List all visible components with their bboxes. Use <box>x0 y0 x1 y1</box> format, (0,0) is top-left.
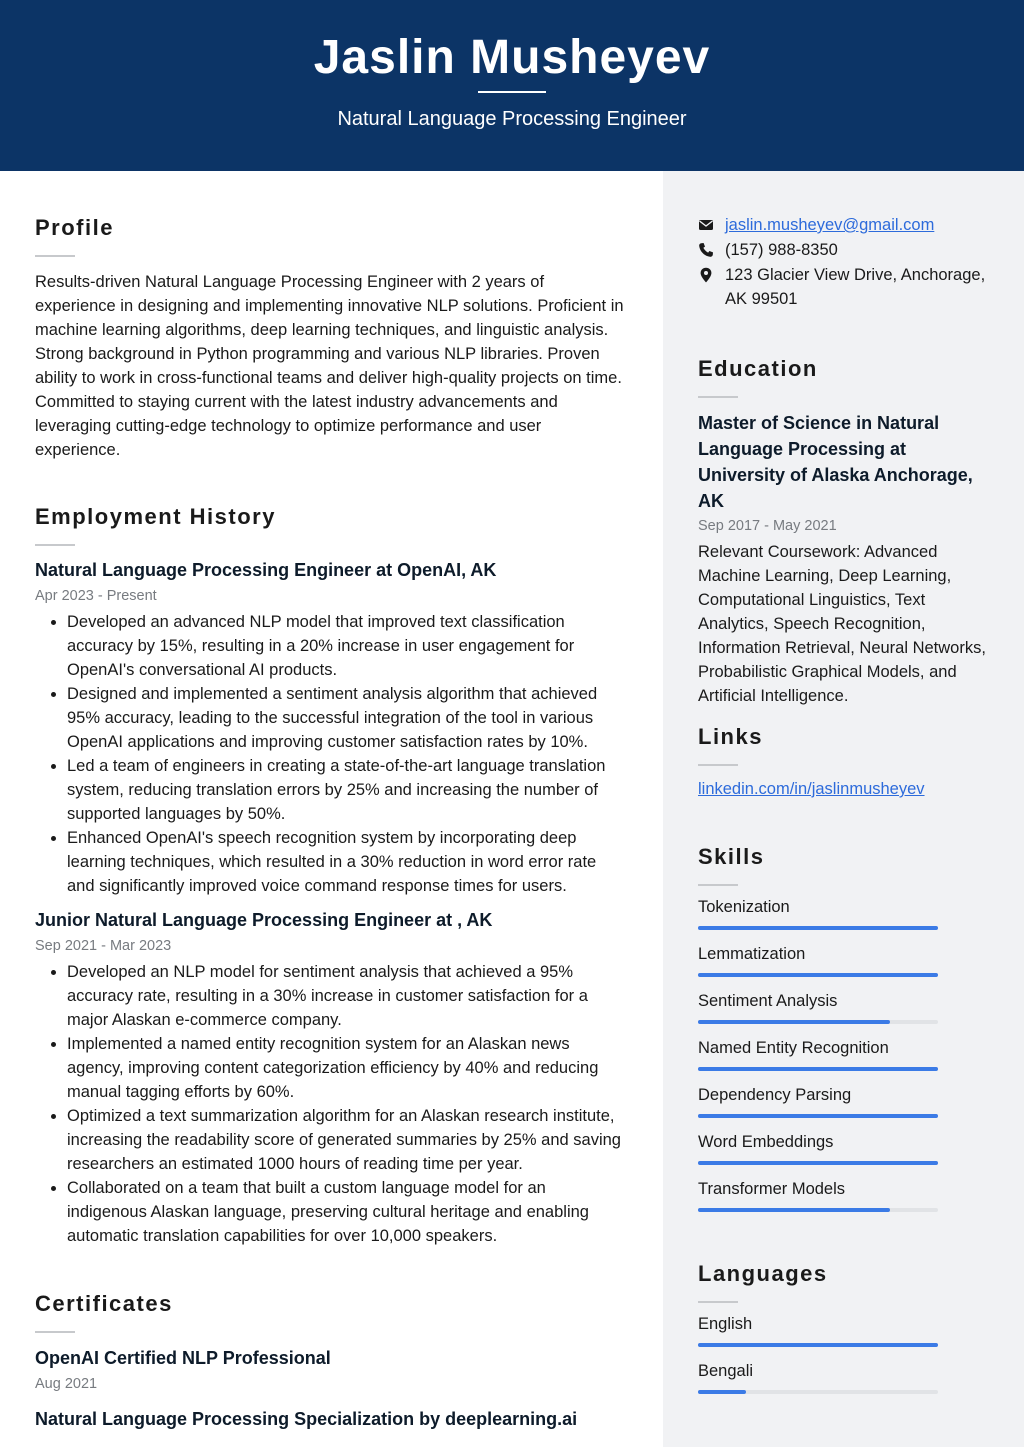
skill-name: Dependency Parsing <box>698 1086 852 1104</box>
skills-heading-rule <box>698 884 738 886</box>
certificates-section <box>35 1289 625 1431</box>
linkedin-link[interactable]: linkedin.com/in/jaslinmusheyev <box>698 780 925 798</box>
degree-title: Master of Science in Natural Language Processing at University of Alaska Anchorage, AK <box>698 413 973 511</box>
skill-name: Lemmatization <box>698 945 806 963</box>
employment-section <box>35 502 625 1248</box>
job-bullet: Enhanced OpenAI's speech recognition system by incorporating deep learning techniques, which resulted in a 30% reduction in word error rate and significantly improved voice command response times for users. <box>35 826 625 898</box>
languages-section <box>698 1259 998 1407</box>
links-heading: Links <box>698 724 763 749</box>
contact-email <box>698 213 998 237</box>
languages-heading-rule <box>698 1301 738 1303</box>
job-bullet: Developed an advanced NLP model that improved text classification accuracy by 15%, resulting in a 20% increase in user engagement for OpenAI's conversational AI products. <box>35 610 625 682</box>
skill-bar-fill <box>698 1020 890 1024</box>
education-date: Sep 2017 - May 2021 <box>698 518 837 534</box>
skill-item <box>698 896 998 943</box>
certificates-heading: Certificates <box>35 1291 173 1316</box>
links-heading-rule <box>698 764 738 766</box>
address-text: 123 Glacier View Drive, Anchorage, AK 99501 <box>725 266 986 308</box>
certificate-title: OpenAI Certified NLP Professional <box>35 1348 331 1368</box>
language-bar-track <box>698 1390 938 1394</box>
envelope-icon <box>698 217 714 233</box>
certificate-entry <box>35 1346 625 1394</box>
resume-header <box>0 0 1024 171</box>
job-bullet: Collaborated on a team that built a custom language model for an indigenous Alaskan language, preserving cultural heritage and enabling automatic translation capabilities for over 10,000 speakers. <box>35 1176 625 1248</box>
skill-bar-track <box>698 1067 938 1071</box>
language-bar-fill <box>698 1390 746 1394</box>
skill-item <box>698 1084 998 1131</box>
certificate-date: Aug 2021 <box>35 1376 98 1392</box>
job-bullet: Developed an NLP model for sentiment analysis that achieved a 95% accuracy rate, resulting in a 30% increase in customer satisfaction for a major Alaskan e-commerce company. <box>35 960 625 1032</box>
profile-section <box>35 213 625 462</box>
skill-name: Named Entity Recognition <box>698 1039 889 1057</box>
education-section <box>698 354 998 708</box>
skill-bar-fill <box>698 1208 890 1212</box>
skill-name: Tokenization <box>698 898 790 916</box>
languages-heading: Languages <box>698 1261 828 1286</box>
job-title: Natural Language Processing Engineer at OpenAI, AK <box>35 560 497 580</box>
email-link[interactable]: jaslin.musheyev@gmail.com <box>725 216 935 234</box>
language-item <box>698 1313 998 1360</box>
job-date: Sep 2021 - Mar 2023 <box>35 938 172 954</box>
skill-name: Transformer Models <box>698 1180 846 1198</box>
education-heading-rule <box>698 396 738 398</box>
header-divider <box>478 91 546 93</box>
skill-bar-fill <box>698 1067 938 1071</box>
education-details: Relevant Coursework: Advanced Machine Learning, Deep Learning, Computational Linguistics, Text Analytics, Speech Recognition, Information Retrieval, Neural Networks, Probabilistic Graphical Models, and Artificial Intelligence. <box>698 543 986 705</box>
candidate-name: Jaslin Musheyev <box>313 31 711 84</box>
language-item <box>698 1360 998 1407</box>
job-bullet: Designed and implemented a sentiment analysis algorithm that achieved 95% accuracy, leading to the successful integration of the tool in various OpenAI applications and improving customer satisfaction rates by 10%. <box>35 682 625 754</box>
job-entry <box>35 558 625 898</box>
certificate-entry <box>35 1407 625 1431</box>
job-bullet: Optimized a text summarization algorithm for an Alaskan research institute, increasing the readability score of generated summaries by 25% and saving researchers an estimated 1000 hours of reading time per year. <box>35 1104 625 1176</box>
skill-bar-track <box>698 1020 938 1024</box>
language-name: Bengali <box>698 1362 754 1380</box>
skill-item <box>698 1178 998 1225</box>
contact-section <box>698 213 998 312</box>
candidate-title: Natural Language Processing Engineer <box>337 108 687 130</box>
link-row <box>698 777 998 801</box>
job-entry <box>35 908 625 1248</box>
job-title: Junior Natural Language Processing Engineer at , AK <box>35 910 493 930</box>
job-date: Apr 2023 - Present <box>35 588 157 604</box>
job-bullets <box>35 610 625 898</box>
skill-item <box>698 1037 998 1084</box>
skill-bar-track <box>698 1208 938 1212</box>
profile-heading: Profile <box>35 215 114 240</box>
profile-text: Results-driven Natural Language Processing Engineer with 2 years of experience in designing and implementing innovative NLP solutions. Proficient in machine learning algorithms, deep learning techniques, and linguistic analysis. Strong background in Python programming and various NLP libraries. Proven ability to work in cross-functional teams and deliver high-quality projects on time. Committed to staying current with the latest industry advancements and leveraging cutting-edge technology to optimize performance and user experience. <box>35 273 624 459</box>
skill-name: Word Embeddings <box>698 1133 834 1151</box>
skill-bar-track <box>698 1114 938 1118</box>
employment-heading: Employment History <box>35 504 276 529</box>
skills-section <box>698 842 998 1225</box>
skill-item <box>698 990 998 1037</box>
links-section <box>698 722 998 801</box>
contact-phone <box>698 238 998 262</box>
job-bullets <box>35 960 625 1248</box>
skill-bar-track <box>698 973 938 977</box>
job-bullet: Led a team of engineers in creating a state-of-the-art language translation system, reducing translation errors by 25% and increasing the number of supported languages by 50%. <box>35 754 625 826</box>
language-bar-fill <box>698 1343 938 1347</box>
skill-bar-fill <box>698 926 938 930</box>
skill-bar-fill <box>698 1161 938 1165</box>
languages-list <box>698 1313 998 1407</box>
contact-address <box>698 263 998 311</box>
skill-bar-fill <box>698 973 938 977</box>
education-heading: Education <box>698 356 818 381</box>
certificates-heading-rule <box>35 1331 75 1333</box>
skill-bar-track <box>698 1161 938 1165</box>
language-bar-track <box>698 1343 938 1347</box>
profile-heading-rule <box>35 255 75 257</box>
skill-bar-track <box>698 926 938 930</box>
certificate-title: Natural Language Processing Specialization by deeplearning.ai <box>35 1409 578 1429</box>
phone-number: (157) 988-8350 <box>725 241 838 259</box>
employment-heading-rule <box>35 544 75 546</box>
language-name: English <box>698 1315 753 1333</box>
map-pin-icon <box>698 267 714 283</box>
skill-bar-fill <box>698 1114 938 1118</box>
skill-name: Sentiment Analysis <box>698 992 838 1010</box>
skills-list <box>698 896 998 1225</box>
skill-item <box>698 943 998 990</box>
skills-heading: Skills <box>698 844 765 869</box>
job-bullet: Implemented a named entity recognition system for an Alaskan news agency, improving content categorization efficiency by 40% and reducing manual tagging efforts by 60%. <box>35 1032 625 1104</box>
skill-item <box>698 1131 998 1178</box>
phone-icon <box>698 242 714 258</box>
